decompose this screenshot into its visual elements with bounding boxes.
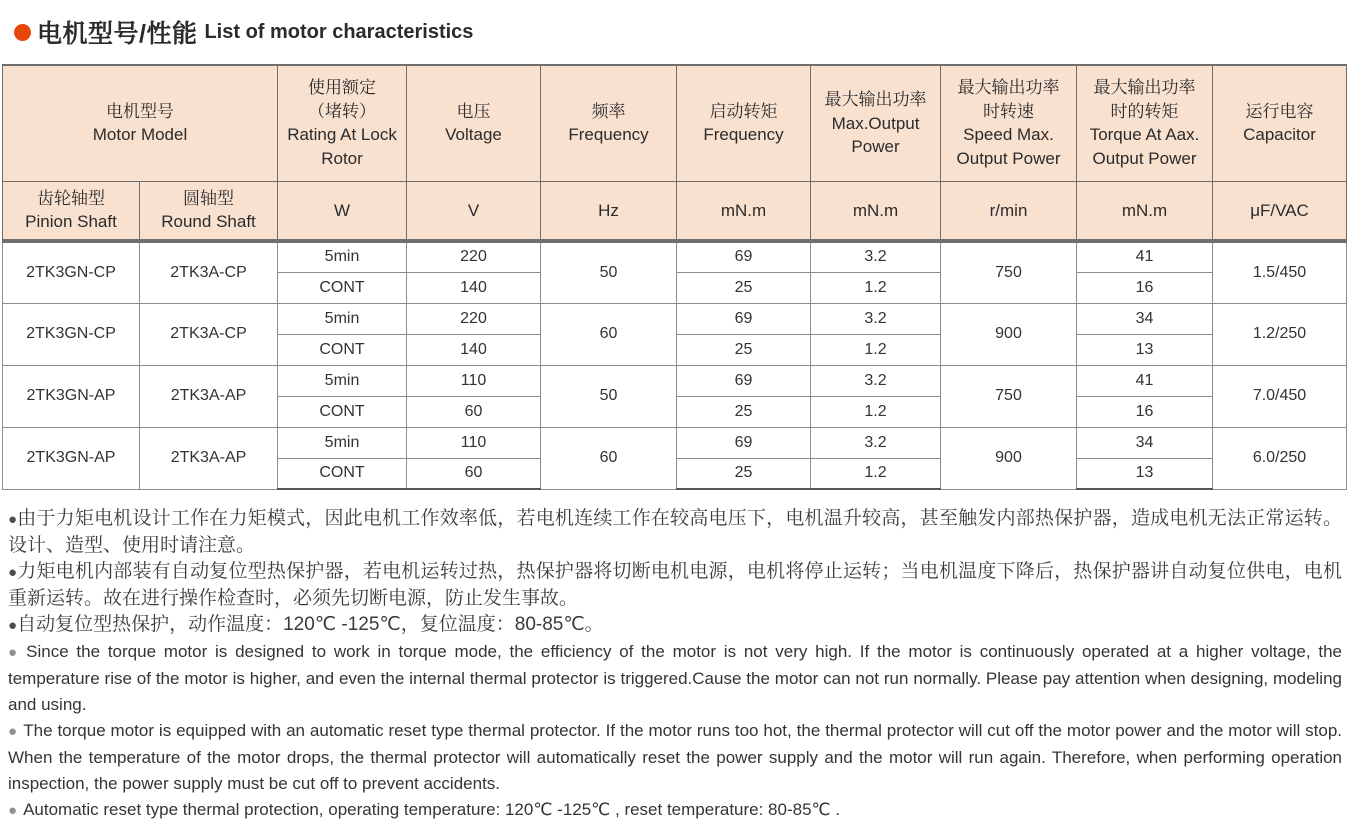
notes-section — [8, 506, 1342, 824]
note-text: Automatic reset type thermal protection, operating temperature: 120℃ -125℃ , reset temperature: 80-85℃ . — [23, 800, 841, 819]
torque-en: Torque At Aax. Output Power — [1089, 125, 1200, 168]
cell-round-model: 2TK3A-AP — [140, 427, 278, 489]
cell-torque: 34 — [1077, 303, 1213, 334]
note-bullet-icon: ● — [8, 644, 21, 661]
note-text: 由于力矩电机设计工作在力矩模式，因此电机工作效率低，若电机连续工作在较高电压下，电机温升较高，甚至触发内部热保护器，造成电机无法正常运转。设计、造型、使用时请注意。 — [8, 508, 1342, 556]
col-header-capacitor — [1213, 65, 1347, 181]
rating-en: Rating At Lock Rotor — [287, 125, 397, 168]
cell-voltage: 110 — [407, 427, 541, 458]
cell-pinion-model: 2TK3GN-AP — [3, 427, 140, 489]
cell-rating: CONT — [278, 272, 407, 303]
unit-max-power: mN.m — [811, 181, 941, 241]
col-header-torque — [1077, 65, 1213, 181]
unit-rating: W — [278, 181, 407, 241]
note-text: The torque motor is equipped with an automatic reset type thermal protector. If the motor runs too hot, the thermal protector will cut off the motor power and the motor will stop. When the temperature of the motor drops, the thermal protector will automatically reset the power supply and the motor will run again. Therefore, when performing operation inspection, the power supply must be cut off to prevent accidents. — [8, 721, 1343, 793]
cell-frequency: 60 — [541, 303, 677, 365]
cell-frequency: 60 — [541, 427, 677, 489]
unit-frequency: Hz — [541, 181, 677, 241]
note-bullet-icon: ● — [8, 802, 18, 819]
note-bullet-icon: ● — [8, 617, 18, 634]
voltage-zh: 电压 — [456, 101, 491, 121]
table-row — [3, 241, 1347, 272]
cell-capacitor: 1.5/450 — [1213, 241, 1347, 303]
cell-max-power: 1.2 — [811, 272, 941, 303]
col-header-motor-model — [3, 65, 278, 181]
subheader-pinion-shaft — [3, 181, 140, 241]
cell-max-power: 1.2 — [811, 334, 941, 365]
subheader-round-shaft — [140, 181, 278, 241]
col-header-speed — [941, 65, 1077, 181]
unit-torque: mN.m — [1077, 181, 1213, 241]
motor-model-en: Motor Model — [92, 125, 188, 145]
cell-capacitor: 1.2/250 — [1213, 303, 1347, 365]
cell-start-torque: 69 — [677, 427, 811, 458]
col-header-rating — [278, 65, 407, 181]
cell-capacitor: 6.0/250 — [1213, 427, 1347, 489]
round-zh: 圆轴型 — [183, 188, 234, 208]
max-power-en: Max.Output Power — [831, 113, 920, 156]
cell-frequency: 50 — [541, 241, 677, 303]
speed-zh2: 时转速 — [983, 101, 1035, 121]
unit-speed: r/min — [941, 181, 1077, 241]
note-text: Since the torque motor is designed to work in torque mode, the efficiency of the motor is not very high. If the motor is continuously operated at a higher voltage, the temperature rise of the motor is higher, and even the internal thermal protector is triggered.Cause the motor can not run normally. Please pay attention when designing, modeling and using. — [8, 642, 1343, 714]
cell-rating: 5min — [278, 303, 407, 334]
page-title-en: List of motor characteristics — [204, 20, 474, 43]
note-text: 力矩电机内部装有自动复位型热保护器，若电机运转过热，热保护器将切断电机电源，电机将停止运转；当电机温度下降后，热保护器讲自动复位供电，电机重新运转。故在进行操作检查时，必须先切断电源，防止发生事故。 — [8, 561, 1342, 609]
cell-pinion-model: 2TK3GN-CP — [3, 303, 140, 365]
cell-speed: 750 — [941, 241, 1077, 303]
capacitor-zh: 运行电容 — [1245, 101, 1314, 121]
table-row — [3, 427, 1347, 458]
cell-voltage: 140 — [407, 272, 541, 303]
cell-max-power: 3.2 — [811, 303, 941, 334]
note-bullet-icon: ● — [8, 564, 18, 581]
unit-voltage: V — [407, 181, 541, 241]
cell-voltage: 220 — [407, 303, 541, 334]
cell-rating: 5min — [278, 365, 407, 396]
cell-round-model: 2TK3A-CP — [140, 241, 278, 303]
table-row — [3, 365, 1347, 396]
cell-torque: 41 — [1077, 365, 1213, 396]
start-torque-zh: 启动转矩 — [709, 101, 778, 121]
section-bullet-icon — [14, 24, 31, 41]
cell-start-torque: 69 — [677, 303, 811, 334]
motor-characteristics-table — [2, 64, 1347, 490]
cell-speed: 900 — [941, 427, 1077, 489]
cell-voltage: 60 — [407, 396, 541, 427]
note-zh-2 — [8, 559, 1342, 612]
note-zh-3 — [8, 612, 1342, 639]
round-en: Round Shaft — [161, 212, 256, 232]
cell-start-torque: 25 — [677, 272, 811, 303]
speed-zh: 最大输出功率 — [957, 78, 1060, 98]
cell-max-power: 3.2 — [811, 365, 941, 396]
cell-pinion-model: 2TK3GN-AP — [3, 365, 140, 427]
cell-speed: 750 — [941, 365, 1077, 427]
col-header-voltage — [407, 65, 541, 181]
cell-voltage: 140 — [407, 334, 541, 365]
cell-round-model: 2TK3A-AP — [140, 365, 278, 427]
rating-zh2: （堵转） — [308, 101, 377, 121]
note-en-3 — [8, 797, 1342, 824]
torque-zh: 最大输出功率 — [1093, 78, 1196, 98]
cell-start-torque: 25 — [677, 334, 811, 365]
col-header-max-power — [811, 65, 941, 181]
cell-torque: 16 — [1077, 396, 1213, 427]
unit-capacitor: μF/VAC — [1213, 181, 1347, 241]
cell-rating: 5min — [278, 241, 407, 272]
page-title — [0, 0, 1348, 50]
frequency-en: Frequency — [568, 125, 649, 145]
capacitor-en: Capacitor — [1243, 125, 1316, 145]
note-text: 自动复位型热保护，动作温度：120℃ -125℃，复位温度：80-85℃。 — [17, 614, 604, 635]
pinion-zh: 齿轮轴型 — [37, 188, 105, 208]
speed-en: Speed Max. Output Power — [956, 125, 1061, 168]
torque-zh2: 时的转矩 — [1110, 101, 1179, 121]
cell-speed: 900 — [941, 303, 1077, 365]
header-row-units — [3, 181, 1347, 241]
rating-zh: 使用额定 — [308, 78, 377, 98]
cell-voltage: 220 — [407, 241, 541, 272]
cell-max-power: 1.2 — [811, 396, 941, 427]
note-en-2 — [8, 718, 1342, 797]
note-bullet-icon: ● — [8, 723, 18, 740]
cell-capacitor: 7.0/450 — [1213, 365, 1347, 427]
cell-torque: 13 — [1077, 334, 1213, 365]
frequency-zh: 频率 — [591, 101, 626, 121]
cell-max-power: 3.2 — [811, 427, 941, 458]
cell-max-power: 3.2 — [811, 241, 941, 272]
note-zh-1 — [8, 506, 1342, 559]
pinion-en: Pinion Shaft — [25, 212, 117, 232]
note-en-1 — [8, 639, 1342, 718]
unit-start-torque: mN.m — [677, 181, 811, 241]
cell-voltage: 60 — [407, 458, 541, 489]
note-bullet-icon: ● — [8, 511, 18, 528]
header-row-main — [3, 65, 1347, 181]
max-power-zh: 最大输出功率 — [824, 90, 927, 110]
cell-rating: CONT — [278, 334, 407, 365]
voltage-en: Voltage — [445, 125, 502, 145]
col-header-start-torque — [677, 65, 811, 181]
cell-rating: CONT — [278, 458, 407, 489]
motor-model-zh: 电机型号 — [106, 101, 174, 121]
page-title-zh: 电机型号/性能 — [37, 20, 198, 48]
cell-torque: 13 — [1077, 458, 1213, 489]
cell-torque: 41 — [1077, 241, 1213, 272]
cell-torque: 16 — [1077, 272, 1213, 303]
cell-start-torque: 69 — [677, 365, 811, 396]
cell-voltage: 110 — [407, 365, 541, 396]
cell-frequency: 50 — [541, 365, 677, 427]
cell-start-torque: 69 — [677, 241, 811, 272]
cell-torque: 34 — [1077, 427, 1213, 458]
cell-rating: 5min — [278, 427, 407, 458]
table-row — [3, 303, 1347, 334]
cell-pinion-model: 2TK3GN-CP — [3, 241, 140, 303]
cell-start-torque: 25 — [677, 458, 811, 489]
cell-start-torque: 25 — [677, 396, 811, 427]
cell-round-model: 2TK3A-CP — [140, 303, 278, 365]
col-header-frequency — [541, 65, 677, 181]
start-torque-en: Frequency — [703, 125, 784, 145]
cell-max-power: 1.2 — [811, 458, 941, 489]
cell-rating: CONT — [278, 396, 407, 427]
